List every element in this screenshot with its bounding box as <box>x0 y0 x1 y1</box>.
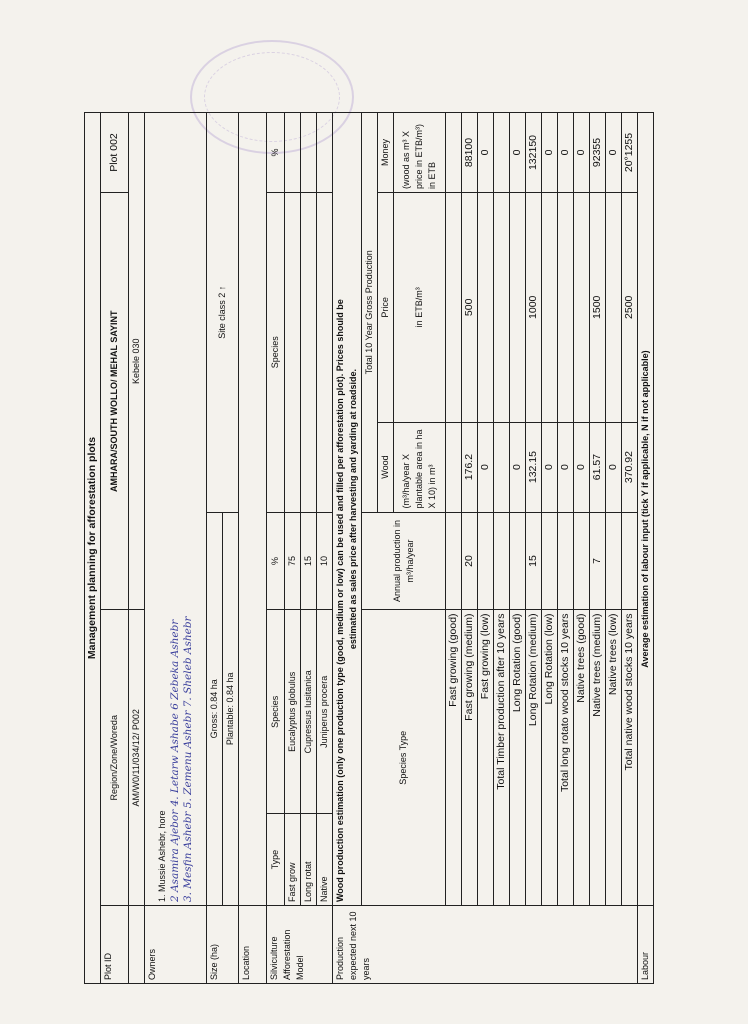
plot-id-blank <box>129 906 145 984</box>
annual-cell <box>494 512 510 610</box>
col-total-10: Total 10 Year Gross Production <box>362 113 378 513</box>
money-cell: 0 <box>558 113 574 193</box>
wood-cell: 0 <box>558 422 574 512</box>
region-value: AMHARA/SOUTH WOLLO/ MEHAL SAYINT <box>101 193 129 610</box>
alloc-col-species: Species <box>267 610 285 814</box>
alloc-row-percent: 10 <box>317 512 333 610</box>
site-class: Site class 2 ↑ <box>207 113 239 513</box>
gross-size: Gross: 0.84 ha <box>207 512 223 906</box>
annual-cell: 15 <box>526 512 542 610</box>
afforestation-model-label: Afforestation Model <box>282 929 305 980</box>
col-annual: Annual production in m³/ha/year <box>362 512 446 610</box>
money-cell: 88100 <box>462 113 478 193</box>
wood-cell <box>446 422 462 512</box>
annual-cell <box>606 512 622 610</box>
plot-id-value: AM/W0/11/034/12/ P002 <box>129 610 145 906</box>
wood-cell: 176.2 <box>462 422 478 512</box>
alloc-row-percent: 15 <box>301 512 317 610</box>
wood-cell: 370.92 <box>622 422 638 512</box>
money-cell <box>446 113 462 193</box>
alloc-row-species: Juniperus procera <box>317 610 333 814</box>
species-type-cell: Fast growing (good) <box>446 610 462 906</box>
alloc-row-type: Native <box>317 814 333 906</box>
production-note-1: Wood production estimation (only one production type (good, medium or low) can be used and filled per afforestation plot). Prices should be <box>335 299 345 903</box>
price-cell <box>510 193 526 423</box>
money-cell: 0 <box>574 113 590 193</box>
alloc-col-percent-2: % <box>267 113 285 193</box>
production-note <box>333 113 362 906</box>
species-type-cell: Total native wood stocks 10 years <box>622 610 638 906</box>
species-type-cell: Long Rotation (medium) <box>526 610 542 906</box>
form-title: Management planning for afforestation plots <box>85 113 101 984</box>
labour-label: Labour <box>638 906 654 984</box>
alloc-col-percent: % <box>267 512 285 610</box>
price-cell <box>542 193 558 423</box>
price-cell <box>574 193 590 423</box>
annual-cell <box>510 512 526 610</box>
money-cell: 20°1255 <box>622 113 638 193</box>
alloc-row-blank-2 <box>285 113 301 193</box>
price-cell <box>446 193 462 423</box>
kebele-value: Kebele 030 <box>129 113 145 610</box>
labour-text: Average estimation of labour input (tick Y if applicable, N if not applicable) <box>638 113 654 906</box>
col-wood: Wood <box>378 422 394 512</box>
annual-cell: 7 <box>590 512 606 610</box>
price-cell: 1000 <box>526 193 542 423</box>
annual-cell <box>622 512 638 610</box>
money-cell: 0 <box>478 113 494 193</box>
species-type-cell: Fast growing (medium) <box>462 610 478 906</box>
species-type-cell: Total long rotato wood stocks 10 years <box>558 610 574 906</box>
allocation-label <box>267 906 333 984</box>
price-cell <box>478 193 494 423</box>
col-price-sub: in ETB/m³ <box>394 193 446 423</box>
annual-cell: 20 <box>462 512 478 610</box>
money-cell <box>494 113 510 193</box>
alloc-row-percent: 75 <box>285 512 301 610</box>
wood-cell: 0 <box>574 422 590 512</box>
wood-cell: 0 <box>510 422 526 512</box>
annual-cell <box>542 512 558 610</box>
col-money: Money <box>378 113 394 193</box>
col-wood-sub: (m³/ha/year X plantable area in ha X 10) in m³ <box>394 422 446 512</box>
price-cell: 1500 <box>590 193 606 423</box>
species-type-cell: Total Timber production after 10 years <box>494 610 510 906</box>
annual-cell <box>446 512 462 610</box>
wood-cell: 0 <box>478 422 494 512</box>
wood-cell: 0 <box>542 422 558 512</box>
alloc-row-type: Fast grow <box>285 814 301 906</box>
wood-cell: 0 <box>606 422 622 512</box>
price-cell <box>606 193 622 423</box>
species-type-cell: Long Rotation (good) <box>510 610 526 906</box>
form-sheet <box>84 112 684 984</box>
money-cell: 0 <box>510 113 526 193</box>
money-cell: 0 <box>542 113 558 193</box>
owner-line-1: 1. Mussie Ashebr, hore <box>157 810 167 903</box>
plot-id-label: Plot ID <box>101 906 129 984</box>
price-cell: 2500 <box>622 193 638 423</box>
annual-cell <box>478 512 494 610</box>
alloc-row-blank-2 <box>301 113 317 193</box>
price-cell: 500 <box>462 193 478 423</box>
production-label: Production expected next 10 years <box>333 906 638 984</box>
money-cell: 132150 <box>526 113 542 193</box>
plantable-size: Plantable: 0.84 ha <box>223 512 239 906</box>
money-cell: 0 <box>606 113 622 193</box>
alloc-row-blank <box>301 193 317 513</box>
owners-cell <box>145 113 207 906</box>
species-type-cell: Native trees (medium) <box>590 610 606 906</box>
col-price: Price <box>378 193 394 423</box>
owner-line-3: 3. Mesfin Ashebr 5. Zemenu Ashebr 7. Sheleb Ashebr <box>182 616 194 903</box>
species-type-cell: Native trees (good) <box>574 610 590 906</box>
location-value <box>239 113 267 906</box>
wood-cell: 132.15 <box>526 422 542 512</box>
alloc-col-type: Type <box>267 814 285 906</box>
annual-cell <box>558 512 574 610</box>
alloc-row-type: Long rotat <box>301 814 317 906</box>
silviculture-label: Silviculture <box>269 936 279 980</box>
production-note-2: estimated as sales price after harvesting and yarding at roadside. <box>348 368 358 650</box>
location-label: Location <box>239 906 267 984</box>
col-species-type: Species Type <box>362 610 446 906</box>
price-cell <box>494 193 510 423</box>
owner-line-2: 2 Asamira Ajebor 4. Letarw Ashabe 6 Zebeka Ashebr <box>169 619 181 903</box>
species-type-cell: Fast growing (low) <box>478 610 494 906</box>
alloc-col-species-group: Species <box>267 193 285 513</box>
alloc-row-species: Cupressus lusitanica <box>301 610 317 814</box>
alloc-row-species: Eucalyptus globulus <box>285 610 301 814</box>
plot-code: Plot 002 <box>101 113 129 193</box>
alloc-row-blank <box>285 193 301 513</box>
money-cell: 92355 <box>590 113 606 193</box>
wood-cell: 61.57 <box>590 422 606 512</box>
col-money-sub: (wood as m³ X price in ETB/m³) in ETB <box>394 113 446 193</box>
species-type-cell: Native trees (low) <box>606 610 622 906</box>
size-label: Size (ha) <box>207 906 239 984</box>
region-label: Region/Zone/Woreda <box>101 610 129 906</box>
owners-label: Owners <box>145 906 207 984</box>
alloc-row-blank <box>317 193 333 513</box>
annual-cell <box>574 512 590 610</box>
form-table <box>84 112 654 984</box>
species-type-cell: Long Rotation (low) <box>542 610 558 906</box>
price-cell <box>558 193 574 423</box>
wood-cell <box>494 422 510 512</box>
alloc-row-blank-2 <box>317 113 333 193</box>
